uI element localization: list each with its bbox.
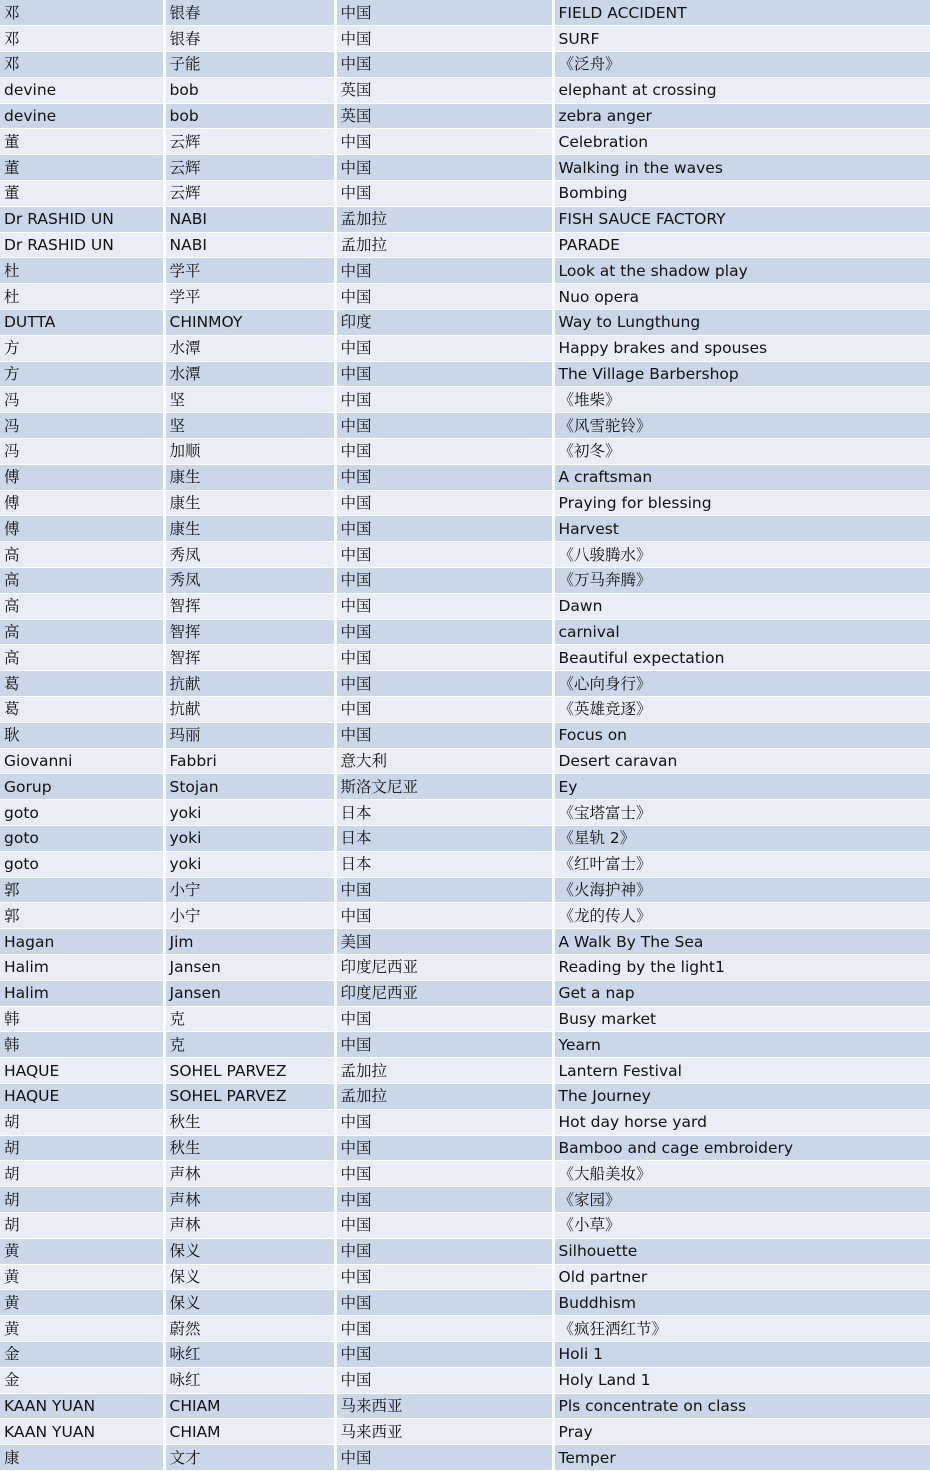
given-name-cell: bob xyxy=(164,77,335,103)
work-title-cell: 《泛舟》 xyxy=(553,52,930,78)
table-row xyxy=(0,1341,930,1367)
given-name-cell: 银春 xyxy=(164,26,335,52)
surname-cell: 胡 xyxy=(0,1212,164,1238)
work-title-cell: 《大船美妆》 xyxy=(553,1161,930,1187)
surname-cell: 耿 xyxy=(0,722,164,748)
surname-cell: 黄 xyxy=(0,1316,164,1342)
given-name-cell: yoki xyxy=(164,800,335,826)
table-row xyxy=(0,1109,930,1135)
table-row xyxy=(0,1445,930,1471)
table-row xyxy=(0,748,930,774)
given-name-cell: 保义 xyxy=(164,1290,335,1316)
work-title-cell: 《家园》 xyxy=(553,1187,930,1213)
work-title-cell: Silhouette xyxy=(553,1238,930,1264)
work-title-cell: 《英雄竞逐》 xyxy=(553,697,930,723)
country-cell: 中国 xyxy=(335,258,553,284)
work-title-cell: Holi 1 xyxy=(553,1341,930,1367)
table-row xyxy=(0,1238,930,1264)
table-row xyxy=(0,413,930,439)
surname-cell: 康 xyxy=(0,1445,164,1471)
country-cell: 日本 xyxy=(335,800,553,826)
table-row xyxy=(0,1419,930,1445)
country-cell: 中国 xyxy=(335,516,553,542)
given-name-cell: CHINMOY xyxy=(164,310,335,336)
given-name-cell: Jansen xyxy=(164,980,335,1006)
country-cell: 中国 xyxy=(335,1032,553,1058)
table-row xyxy=(0,877,930,903)
table-row xyxy=(0,1006,930,1032)
work-title-cell: SURF xyxy=(553,26,930,52)
surname-cell: 金 xyxy=(0,1367,164,1393)
table-row xyxy=(0,980,930,1006)
work-title-cell: Way to Lungthung xyxy=(553,310,930,336)
table-row xyxy=(0,1161,930,1187)
work-title-cell: Dawn xyxy=(553,593,930,619)
given-name-cell: 云辉 xyxy=(164,181,335,207)
surname-cell: 胡 xyxy=(0,1109,164,1135)
work-title-cell: The Journey xyxy=(553,1083,930,1109)
work-title-cell: Holy Land 1 xyxy=(553,1367,930,1393)
given-name-cell: 秀凤 xyxy=(164,568,335,594)
country-cell: 中国 xyxy=(335,129,553,155)
country-cell: 马来西亚 xyxy=(335,1393,553,1419)
surname-cell: 韩 xyxy=(0,1006,164,1032)
surname-cell: 黄 xyxy=(0,1290,164,1316)
given-name-cell: 咏红 xyxy=(164,1341,335,1367)
surname-cell: 高 xyxy=(0,542,164,568)
table-row xyxy=(0,464,930,490)
table-row xyxy=(0,77,930,103)
country-cell: 意大利 xyxy=(335,748,553,774)
country-cell: 英国 xyxy=(335,77,553,103)
work-title-cell: 《初冬》 xyxy=(553,439,930,465)
work-title-cell: Get a nap xyxy=(553,980,930,1006)
country-cell: 孟加拉 xyxy=(335,1083,553,1109)
table-row xyxy=(0,542,930,568)
surname-cell: Giovanni xyxy=(0,748,164,774)
work-title-cell: Walking in the waves xyxy=(553,155,930,181)
table-row xyxy=(0,310,930,336)
surname-cell: 方 xyxy=(0,361,164,387)
work-title-cell: Pls concentrate on class xyxy=(553,1393,930,1419)
table-row xyxy=(0,671,930,697)
work-title-cell: The Village Barbershop xyxy=(553,361,930,387)
country-cell: 中国 xyxy=(335,1264,553,1290)
table-row xyxy=(0,1058,930,1084)
work-title-cell: Look at the shadow play xyxy=(553,258,930,284)
given-name-cell: 水潭 xyxy=(164,335,335,361)
country-cell: 中国 xyxy=(335,439,553,465)
table-row xyxy=(0,490,930,516)
work-title-cell: 《火海护神》 xyxy=(553,877,930,903)
work-title-cell: 《龙的传人》 xyxy=(553,903,930,929)
work-title-cell: Celebration xyxy=(553,129,930,155)
given-name-cell: 秋生 xyxy=(164,1109,335,1135)
given-name-cell: 坚 xyxy=(164,387,335,413)
work-title-cell: 《风雪驼铃》 xyxy=(553,413,930,439)
surname-cell: 邓 xyxy=(0,52,164,78)
given-name-cell: 学平 xyxy=(164,284,335,310)
given-name-cell: 秀凤 xyxy=(164,542,335,568)
table-row xyxy=(0,103,930,129)
table-row xyxy=(0,52,930,78)
given-name-cell: 文才 xyxy=(164,1445,335,1471)
table-row xyxy=(0,568,930,594)
work-title-cell: Lantern Festival xyxy=(553,1058,930,1084)
surname-cell: 高 xyxy=(0,645,164,671)
country-cell: 中国 xyxy=(335,542,553,568)
work-title-cell: 《红叶富士》 xyxy=(553,851,930,877)
surname-cell: 杜 xyxy=(0,258,164,284)
country-cell: 中国 xyxy=(335,335,553,361)
surname-cell: 葛 xyxy=(0,697,164,723)
table-row xyxy=(0,929,930,955)
surname-cell: 方 xyxy=(0,335,164,361)
country-cell: 孟加拉 xyxy=(335,232,553,258)
given-name-cell: NABI xyxy=(164,206,335,232)
given-name-cell: 声林 xyxy=(164,1161,335,1187)
table-row xyxy=(0,722,930,748)
surname-cell: 胡 xyxy=(0,1161,164,1187)
country-cell: 斯洛文尼亚 xyxy=(335,774,553,800)
table-row xyxy=(0,1135,930,1161)
work-title-cell: elephant at crossing xyxy=(553,77,930,103)
surname-cell: 冯 xyxy=(0,387,164,413)
table-row xyxy=(0,774,930,800)
country-cell: 中国 xyxy=(335,568,553,594)
country-cell: 中国 xyxy=(335,284,553,310)
work-title-cell: Happy brakes and spouses xyxy=(553,335,930,361)
work-title-cell: Beautiful expectation xyxy=(553,645,930,671)
country-cell: 中国 xyxy=(335,671,553,697)
table-row xyxy=(0,593,930,619)
table-row xyxy=(0,903,930,929)
table-row xyxy=(0,826,930,852)
table-row xyxy=(0,645,930,671)
country-cell: 日本 xyxy=(335,851,553,877)
table-row xyxy=(0,232,930,258)
given-name-cell: 智挥 xyxy=(164,619,335,645)
surname-cell: Halim xyxy=(0,954,164,980)
given-name-cell: 保义 xyxy=(164,1264,335,1290)
country-cell: 英国 xyxy=(335,103,553,129)
surname-cell: 冯 xyxy=(0,413,164,439)
given-name-cell: 秋生 xyxy=(164,1135,335,1161)
surname-cell: 韩 xyxy=(0,1032,164,1058)
given-name-cell: 玛丽 xyxy=(164,722,335,748)
surname-cell: 傅 xyxy=(0,516,164,542)
surname-cell: HAQUE xyxy=(0,1058,164,1084)
country-cell: 美国 xyxy=(335,929,553,955)
given-name-cell: 声林 xyxy=(164,1187,335,1213)
surname-cell: 董 xyxy=(0,155,164,181)
surname-cell: Dr RASHID UN xyxy=(0,206,164,232)
table-row xyxy=(0,155,930,181)
country-cell: 印度 xyxy=(335,310,553,336)
country-cell: 中国 xyxy=(335,387,553,413)
country-cell: 印度尼西亚 xyxy=(335,980,553,1006)
given-name-cell: yoki xyxy=(164,826,335,852)
given-name-cell: CHIAM xyxy=(164,1419,335,1445)
work-title-cell: Yearn xyxy=(553,1032,930,1058)
given-name-cell: Jansen xyxy=(164,954,335,980)
surname-cell: devine xyxy=(0,103,164,129)
table-row xyxy=(0,697,930,723)
given-name-cell: 克 xyxy=(164,1032,335,1058)
work-title-cell: Harvest xyxy=(553,516,930,542)
surname-cell: 郭 xyxy=(0,903,164,929)
country-cell: 日本 xyxy=(335,826,553,852)
surname-cell: 胡 xyxy=(0,1187,164,1213)
table-row xyxy=(0,129,930,155)
country-cell: 中国 xyxy=(335,903,553,929)
given-name-cell: 智挥 xyxy=(164,593,335,619)
given-name-cell: CHIAM xyxy=(164,1393,335,1419)
surname-cell: 傅 xyxy=(0,464,164,490)
given-name-cell: 水潭 xyxy=(164,361,335,387)
country-cell: 中国 xyxy=(335,1367,553,1393)
given-name-cell: 保义 xyxy=(164,1238,335,1264)
surname-cell: 高 xyxy=(0,593,164,619)
given-name-cell: SOHEL PARVEZ xyxy=(164,1058,335,1084)
country-cell: 中国 xyxy=(335,697,553,723)
table-row xyxy=(0,387,930,413)
work-title-cell: Ey xyxy=(553,774,930,800)
country-cell: 印度尼西亚 xyxy=(335,954,553,980)
country-cell: 中国 xyxy=(335,413,553,439)
given-name-cell: 小宁 xyxy=(164,903,335,929)
given-name-cell: 抗献 xyxy=(164,671,335,697)
work-title-cell: 《心向身行》 xyxy=(553,671,930,697)
given-name-cell: SOHEL PARVEZ xyxy=(164,1083,335,1109)
given-name-cell: 康生 xyxy=(164,516,335,542)
given-name-cell: 声林 xyxy=(164,1212,335,1238)
country-cell: 中国 xyxy=(335,877,553,903)
work-title-cell: 《堆柴》 xyxy=(553,387,930,413)
surname-cell: 董 xyxy=(0,181,164,207)
surname-cell: Gorup xyxy=(0,774,164,800)
given-name-cell: Stojan xyxy=(164,774,335,800)
given-name-cell: 云辉 xyxy=(164,155,335,181)
country-cell: 中国 xyxy=(335,645,553,671)
country-cell: 中国 xyxy=(335,722,553,748)
country-cell: 中国 xyxy=(335,0,553,26)
work-title-cell: zebra anger xyxy=(553,103,930,129)
table-row xyxy=(0,1264,930,1290)
given-name-cell: Jim xyxy=(164,929,335,955)
surname-cell: 冯 xyxy=(0,439,164,465)
table-row xyxy=(0,1032,930,1058)
work-title-cell: Buddhism xyxy=(553,1290,930,1316)
country-cell: 中国 xyxy=(335,1135,553,1161)
work-title-cell: Praying for blessing xyxy=(553,490,930,516)
country-cell: 中国 xyxy=(335,1212,553,1238)
table-row xyxy=(0,0,930,26)
work-title-cell: Focus on xyxy=(553,722,930,748)
given-name-cell: 云辉 xyxy=(164,129,335,155)
work-title-cell: 《宝塔富士》 xyxy=(553,800,930,826)
given-name-cell: yoki xyxy=(164,851,335,877)
country-cell: 中国 xyxy=(335,1187,553,1213)
surname-cell: DUTTA xyxy=(0,310,164,336)
surname-cell: 金 xyxy=(0,1341,164,1367)
table-row xyxy=(0,1083,930,1109)
surname-cell: 胡 xyxy=(0,1135,164,1161)
country-cell: 中国 xyxy=(335,1445,553,1471)
table-row xyxy=(0,1290,930,1316)
country-cell: 中国 xyxy=(335,1161,553,1187)
surname-cell: goto xyxy=(0,826,164,852)
country-cell: 中国 xyxy=(335,361,553,387)
work-title-cell: 《疯狂洒红节》 xyxy=(553,1316,930,1342)
work-title-cell: Old partner xyxy=(553,1264,930,1290)
surname-cell: KAAN YUAN xyxy=(0,1419,164,1445)
table-row xyxy=(0,181,930,207)
surname-cell: KAAN YUAN xyxy=(0,1393,164,1419)
surname-cell: 杜 xyxy=(0,284,164,310)
given-name-cell: 康生 xyxy=(164,490,335,516)
work-title-cell: A craftsman xyxy=(553,464,930,490)
table-row xyxy=(0,516,930,542)
table-row xyxy=(0,1187,930,1213)
work-title-cell: Pray xyxy=(553,1419,930,1445)
surname-cell: 高 xyxy=(0,619,164,645)
surname-cell: 傅 xyxy=(0,490,164,516)
surname-cell: Halim xyxy=(0,980,164,1006)
given-name-cell: 康生 xyxy=(164,464,335,490)
given-name-cell: 抗献 xyxy=(164,697,335,723)
given-name-cell: 子能 xyxy=(164,52,335,78)
table-row xyxy=(0,619,930,645)
table-row xyxy=(0,954,930,980)
work-title-cell: 《八骏腾水》 xyxy=(553,542,930,568)
surname-cell: 邓 xyxy=(0,0,164,26)
work-title-cell: FIELD ACCIDENT xyxy=(553,0,930,26)
country-cell: 中国 xyxy=(335,1316,553,1342)
country-cell: 中国 xyxy=(335,490,553,516)
country-cell: 孟加拉 xyxy=(335,206,553,232)
surname-cell: 黄 xyxy=(0,1238,164,1264)
given-name-cell: NABI xyxy=(164,232,335,258)
table-row xyxy=(0,361,930,387)
given-name-cell: 蔚然 xyxy=(164,1316,335,1342)
table-row xyxy=(0,1393,930,1419)
surname-cell: goto xyxy=(0,851,164,877)
surname-cell: Dr RASHID UN xyxy=(0,232,164,258)
work-title-cell: Bamboo and cage embroidery xyxy=(553,1135,930,1161)
table-row xyxy=(0,26,930,52)
country-cell: 孟加拉 xyxy=(335,1058,553,1084)
given-name-cell: 银春 xyxy=(164,0,335,26)
country-cell: 中国 xyxy=(335,1238,553,1264)
table-row xyxy=(0,1212,930,1238)
work-title-cell: 《万马奔腾》 xyxy=(553,568,930,594)
surname-cell: HAQUE xyxy=(0,1083,164,1109)
table-row xyxy=(0,1316,930,1342)
work-title-cell: Busy market xyxy=(553,1006,930,1032)
given-name-cell: bob xyxy=(164,103,335,129)
given-name-cell: 加顺 xyxy=(164,439,335,465)
work-title-cell: Bombing xyxy=(553,181,930,207)
surname-cell: 郭 xyxy=(0,877,164,903)
country-cell: 中国 xyxy=(335,464,553,490)
work-title-cell: A Walk By The Sea xyxy=(553,929,930,955)
surname-cell: goto xyxy=(0,800,164,826)
given-name-cell: 坚 xyxy=(164,413,335,439)
country-cell: 中国 xyxy=(335,1109,553,1135)
given-name-cell: 小宁 xyxy=(164,877,335,903)
work-title-cell: 《星轨 2》 xyxy=(553,826,930,852)
country-cell: 中国 xyxy=(335,1341,553,1367)
table-row xyxy=(0,800,930,826)
country-cell: 中国 xyxy=(335,619,553,645)
work-title-cell: Hot day horse yard xyxy=(553,1109,930,1135)
country-cell: 中国 xyxy=(335,26,553,52)
country-cell: 中国 xyxy=(335,181,553,207)
surname-cell: 高 xyxy=(0,568,164,594)
table-row xyxy=(0,439,930,465)
given-name-cell: 学平 xyxy=(164,258,335,284)
work-title-cell: 《小草》 xyxy=(553,1212,930,1238)
country-cell: 中国 xyxy=(335,155,553,181)
table-row xyxy=(0,258,930,284)
country-cell: 中国 xyxy=(335,1006,553,1032)
work-title-cell: FISH SAUCE FACTORY xyxy=(553,206,930,232)
surname-cell: 邓 xyxy=(0,26,164,52)
country-cell: 马来西亚 xyxy=(335,1419,553,1445)
work-title-cell: Nuo opera xyxy=(553,284,930,310)
table-row xyxy=(0,1367,930,1393)
country-cell: 中国 xyxy=(335,593,553,619)
country-cell: 中国 xyxy=(335,1290,553,1316)
surname-cell: Hagan xyxy=(0,929,164,955)
work-title-cell: Desert caravan xyxy=(553,748,930,774)
work-title-cell: Reading by the light1 xyxy=(553,954,930,980)
given-name-cell: 克 xyxy=(164,1006,335,1032)
surname-cell: 葛 xyxy=(0,671,164,697)
table-row xyxy=(0,335,930,361)
table-row xyxy=(0,206,930,232)
country-cell: 中国 xyxy=(335,52,553,78)
given-name-cell: 智挥 xyxy=(164,645,335,671)
surname-cell: devine xyxy=(0,77,164,103)
table-row xyxy=(0,851,930,877)
work-title-cell: carnival xyxy=(553,619,930,645)
given-name-cell: Fabbri xyxy=(164,748,335,774)
surname-cell: 黄 xyxy=(0,1264,164,1290)
surname-cell: 董 xyxy=(0,129,164,155)
given-name-cell: 咏红 xyxy=(164,1367,335,1393)
table-row xyxy=(0,284,930,310)
work-title-cell: PARADE xyxy=(553,232,930,258)
work-title-cell: Temper xyxy=(553,1445,930,1471)
